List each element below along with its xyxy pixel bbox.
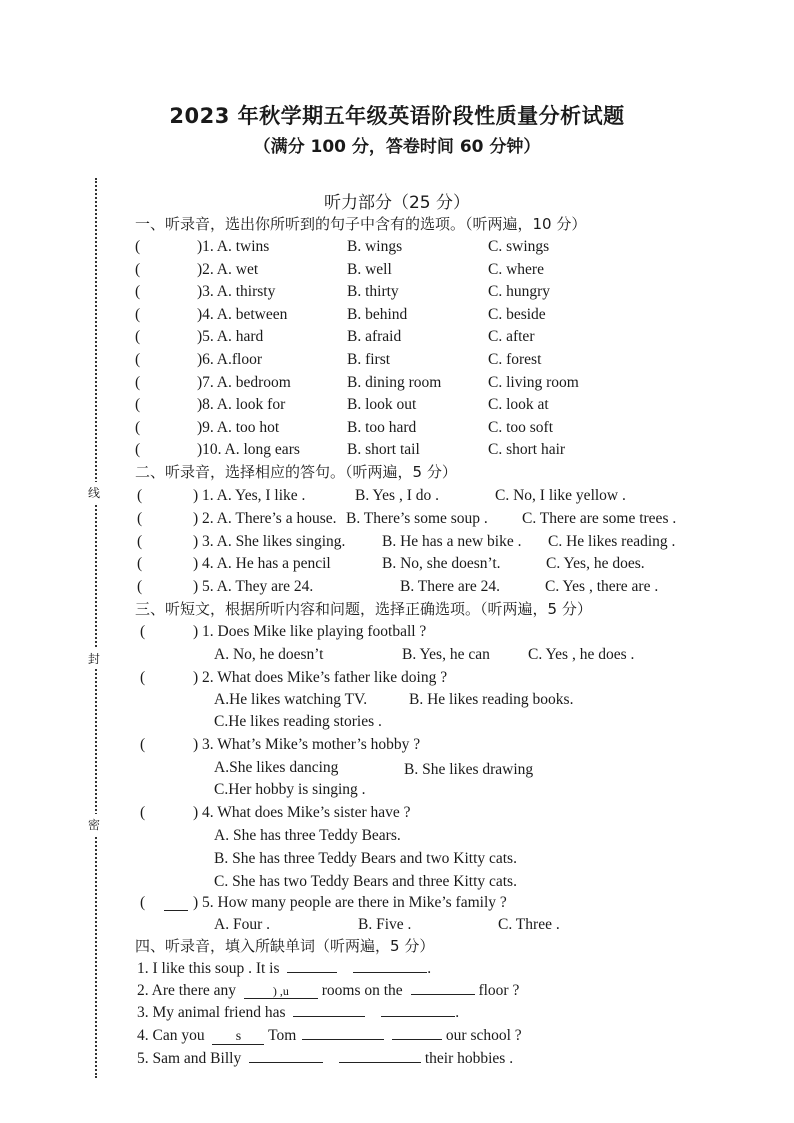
s1-item-1-option-c: C. swings [488, 238, 550, 255]
s1-item-6-option-b: B. first [347, 351, 391, 368]
s2-item-3-option-c: C. He likes reading . [548, 533, 676, 550]
s4-s3-blank-2[interactable] [381, 1002, 455, 1017]
s4-s5-blank-1[interactable] [249, 1048, 323, 1063]
s4-s2-text-a: 2. Are there any [137, 982, 236, 999]
s4-s4-blank-2[interactable] [302, 1025, 384, 1040]
exam-subtitle: （满分 100 分，答卷时间 60 分钟） [253, 137, 541, 157]
s1-item-4-option-b: B. behind [347, 306, 408, 323]
listening-part-heading: 听力部分（25 分） [323, 193, 471, 213]
s3-q2-option-a: A.He likes watching TV. [214, 691, 368, 708]
s4-s2-blank-2[interactable] [411, 980, 475, 995]
s3-q5-option-a: A. Four . [214, 916, 270, 933]
s2-item-1-option-a: ) 1. A. Yes, I like . [193, 487, 306, 504]
s3-q3-option-c: C.Her hobby is singing . [214, 781, 366, 798]
s3-q3-option-b: B. She likes drawing [404, 761, 534, 778]
section2-heading: 二、听录音，选择相应的答句。（听两遍，5 分） [135, 463, 457, 481]
s4-sentence-3: 3. My animal friend has . [137, 1004, 460, 1021]
s1-item-paren: ( [135, 238, 141, 255]
s4-s4-text-b: Tom [268, 1027, 297, 1044]
s3-q5-option-b: B. Five . [358, 916, 412, 933]
s3-q4-paren: ( [140, 804, 146, 821]
s1-item-5-option-a: )5. A. hard [197, 328, 264, 345]
s1-item-1-option-b: B. wings [347, 238, 403, 255]
s2-item-paren: ( [137, 578, 143, 595]
s1-item-paren: ( [135, 441, 141, 458]
s1-item-9-option-a: )9. A. too hot [197, 419, 280, 436]
s1-item-5-option-c: C. after [488, 328, 535, 345]
s2-item-paren: ( [137, 510, 143, 527]
s1-item-7-option-a: )7. A. bedroom [197, 374, 291, 391]
s4-s5-blank-2[interactable] [339, 1048, 421, 1063]
margin-label-mi: 密 [88, 814, 100, 835]
s1-item-9-option-b: B. too hard [347, 419, 417, 436]
s1-item-7-option-c: C. living room [488, 374, 579, 391]
s1-item-3-option-a: )3. A. thirsty [197, 283, 276, 300]
s4-sentence-5 [137, 1048, 513, 1069]
s3-q5-answer-blank[interactable] [164, 910, 188, 911]
s4-sentence-4 [137, 1025, 522, 1046]
s2-item-2-option-b: B. There’s some soup . [346, 510, 488, 527]
s1-item-5-option-b: B. afraid [347, 328, 402, 345]
s3-q5: ) 5. How many people are there in Mike’s family ? [193, 894, 507, 911]
s2-item-2-option-c: C. There are some trees . [522, 510, 677, 527]
s2-item-5-option-c: C. Yes , there are . [545, 578, 659, 595]
s1-item-3-option-c: C. hungry [488, 283, 550, 300]
s3-q4-option-b: B. She has three Teddy Bears and two Kitty cats. [214, 850, 517, 867]
s1-item-paren: ( [135, 306, 141, 323]
s2-item-3-option-a: ) 3. A. She likes singing. [193, 533, 346, 550]
s1-item-9-option-c: C. too soft [488, 419, 554, 436]
s4-sentence-1: 1. I like this soup . It is . [137, 960, 432, 977]
s1-item-paren: ( [135, 261, 141, 278]
s4-s3-blank-1[interactable] [293, 1002, 365, 1017]
section3-heading: 三、听短文，根据所听内容和问题，选择正确选项。（听两遍，5 分） [135, 600, 592, 618]
s1-item-7-option-b: B. dining room [347, 374, 442, 391]
s3-q5-option-c: C. Three . [498, 916, 560, 933]
s4-s4-text-c: our school ? [445, 1027, 522, 1044]
s4-s4-blank-1[interactable]: s [212, 1030, 264, 1045]
binding-margin-line [95, 178, 97, 1078]
s3-q2-option-b: B. He likes reading books. [409, 691, 574, 708]
s4-sentence-2 [137, 980, 519, 1001]
s1-item-2-option-c: C. where [488, 261, 544, 278]
s3-q1-option-b: B. Yes, he can [402, 646, 490, 663]
s2-item-5-option-b: B. There are 24. [400, 578, 500, 595]
s1-item-4-option-c: C. beside [488, 306, 546, 323]
s3-q3-option-a: A.She likes dancing [214, 759, 339, 776]
s2-item-1-option-c: C. No, I like yellow . [495, 487, 626, 504]
s2-item-paren: ( [137, 533, 143, 550]
s4-s4-blank-3[interactable] [392, 1025, 442, 1040]
s2-item-2-option-a: ) 2. A. There’s a house. [193, 510, 337, 527]
s3-q4-option-a: A. She has three Teddy Bears. [214, 827, 401, 844]
s1-item-paren: ( [135, 396, 141, 413]
margin-label-xian: 线 [88, 482, 100, 503]
s3-q2-paren: ( [140, 669, 146, 686]
s4-s1-text: 1. I like this soup . It is [137, 960, 280, 977]
s3-q1-option-a: A. No, he doesn’t [214, 646, 324, 663]
s4-s1-blank-2[interactable] [353, 958, 427, 973]
section4-heading: 四、听录音，填入所缺单词（听两遍，5 分） [135, 937, 435, 955]
s2-item-4-option-b: B. No, she doesn’t. [382, 555, 501, 572]
margin-label-feng: 封 [88, 648, 100, 669]
exam-title: 2023 年秋学期五年级英语阶段性质量分析试题 [169, 104, 625, 128]
s3-q4: ) 4. What does Mike’s sister have ? [193, 804, 411, 821]
section1-heading: 一、听录音，选出你所听到的句子中含有的选项。（听两遍，10 分） [135, 215, 587, 233]
s2-item-paren: ( [137, 555, 143, 572]
s1-item-paren: ( [135, 328, 141, 345]
s3-q3: ) 3. What’s Mike’s mother’s hobby ? [193, 736, 421, 753]
s4-s5-text-a: 5. Sam and Billy [137, 1050, 242, 1067]
s1-item-2-option-a: )2. A. wet [197, 261, 259, 278]
s4-s2-text-c: floor ? [478, 982, 520, 999]
s1-item-1-option-a: )1. A. twins [197, 238, 270, 255]
s4-s3-text: 3. My animal friend has [137, 1004, 286, 1021]
s3-q1: ) 1. Does Mike like playing football ? [193, 623, 427, 640]
s1-item-10-option-c: C. short hair [488, 441, 566, 458]
s2-item-4-option-a: ) 4. A. He has a pencil [193, 555, 331, 572]
s2-item-4-option-c: C. Yes, he does. [546, 555, 645, 572]
s2-item-1-option-b: B. Yes , I do . [355, 487, 439, 504]
s4-s5-text-b: their hobbies . [424, 1050, 514, 1067]
s1-item-10-option-b: B. short tail [347, 441, 420, 458]
s3-q5-paren: ( [140, 894, 146, 911]
s1-item-paren: ( [135, 419, 141, 436]
s3-q1-option-c: C. Yes , he does . [528, 646, 635, 663]
s1-item-paren: ( [135, 351, 141, 368]
s1-item-4-option-a: )4. A. between [197, 306, 288, 323]
s1-item-8-option-c: C. look at [488, 396, 549, 413]
s3-q2: ) 2. What does Mike’s father like doing ? [193, 669, 448, 686]
s2-item-5-option-a: ) 5. A. They are 24. [193, 578, 314, 595]
s3-q3-paren: ( [140, 736, 146, 753]
s1-item-paren: ( [135, 283, 141, 300]
s4-s2-text-b: rooms on the [321, 982, 403, 999]
s1-item-2-option-b: B. well [347, 261, 392, 278]
s2-item-paren: ( [137, 487, 143, 504]
s1-item-8-option-a: )8. A. look for [197, 396, 286, 413]
s3-q2-option-c: C.He likes reading stories . [214, 713, 382, 730]
s1-item-paren: ( [135, 374, 141, 391]
s1-item-8-option-b: B. look out [347, 396, 417, 413]
s1-item-10-option-a: )10. A. long ears [197, 441, 300, 458]
s3-q4-option-c: C. She has two Teddy Bears and three Kitty cats. [214, 873, 517, 890]
s1-item-3-option-b: B. thirty [347, 283, 399, 300]
s4-s4-text-a: 4. Can you [137, 1027, 205, 1044]
s1-item-6-option-c: C. forest [488, 351, 542, 368]
s2-item-3-option-b: B. He has a new bike . [382, 533, 522, 550]
s4-s2-blank-1[interactable]: ) ,u [244, 984, 318, 999]
s4-s1-blank-1[interactable] [287, 958, 337, 973]
s1-item-6-option-a: )6. A.floor [197, 351, 263, 368]
s3-q1-paren: ( [140, 623, 146, 640]
